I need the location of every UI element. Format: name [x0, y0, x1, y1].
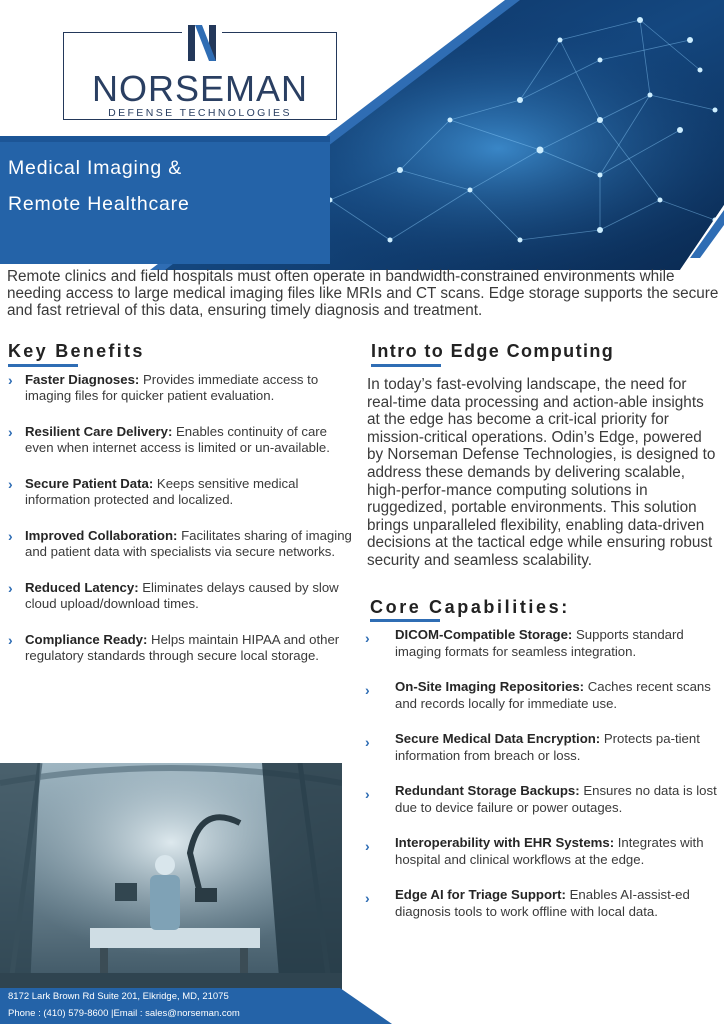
item-text: Ensures no data is lost due to device failure or power outages.	[395, 783, 717, 815]
chevron-right-icon: ›	[365, 734, 370, 750]
item-title: Secure Medical Data Encryption:	[395, 731, 601, 746]
chevron-right-icon: ›	[8, 372, 13, 388]
chevron-right-icon: ›	[365, 682, 370, 698]
chevron-right-icon: ›	[8, 632, 13, 648]
list-item	[8, 372, 354, 404]
key-benefits-underline	[8, 364, 78, 367]
n-logo-icon	[182, 21, 222, 65]
list-item	[8, 476, 354, 508]
list-item	[365, 835, 720, 868]
chevron-right-icon: ›	[365, 838, 370, 854]
chevron-right-icon: ›	[365, 630, 370, 646]
norseman-logo	[63, 32, 337, 120]
list-item	[8, 632, 354, 664]
item-title: Secure Patient Data:	[25, 476, 154, 491]
edge-heading: Intro to Edge Computing	[371, 341, 615, 361]
item-text: Integrates with hospital and clinical workflows at the edge.	[395, 835, 704, 867]
item-text: Protects pa-tient information from breach or loss.	[395, 731, 700, 763]
intro-paragraph: Remote clinics and field hospitals must often operate in bandwidth-constrained environments while needing access to large medical imaging files like MRIs and CT scans. Edge storage supports the secure and fast retrieval of this data, ensuring timely diagnosis and treatment.	[7, 268, 719, 319]
item-title: Interoperability with EHR Systems:	[395, 835, 615, 850]
brand-tagline: DEFENSE TECHNOLOGIES	[108, 107, 292, 119]
item-title: Improved Collaboration:	[25, 528, 178, 543]
page-title	[8, 150, 308, 222]
footer-address: 8172 Lark Brown Rd Suite 201, Elkridge, MD, 21075	[8, 991, 229, 1002]
item-text: Provides immediate access to imaging files for quicker patient evaluation.	[25, 372, 319, 403]
list-item	[365, 679, 720, 712]
list-item	[8, 580, 354, 612]
edge-paragraph: In today’s fast-evolving landscape, the need for real-time data processing and action-able insights at the edge has become a crit-ical priority for mission-critical operations. Odin’s Edge, powered by Norseman Defense Technologies, is designed to address these demands by delivering scalable, high-perfor-mance computing solutions in ruggedized, portable environments. This solution brings unparalleled flexibility, enabling data-driven decisions at the tactical edge while ensuring robust security and seamless scalability.	[367, 376, 716, 569]
title-line-1: Medical Imaging &	[8, 157, 183, 179]
edge-underline	[371, 364, 441, 367]
item-text: Keeps sensitive medical information protected and localized.	[25, 476, 299, 507]
chevron-right-icon: ›	[8, 528, 13, 544]
chevron-right-icon: ›	[365, 890, 370, 906]
list-item	[365, 783, 720, 816]
item-text: Helps maintain HIPAA and other regulatory standards through secure local storage.	[25, 632, 340, 663]
item-text: Caches recent scans and records locally for immediate use.	[395, 679, 711, 711]
item-title: Faster Diagnoses:	[25, 372, 140, 387]
core-capabilities-list	[365, 627, 720, 920]
item-title: Compliance Ready:	[25, 632, 148, 647]
key-benefits-list	[8, 372, 354, 664]
list-item	[8, 528, 354, 560]
chevron-right-icon: ›	[365, 786, 370, 802]
core-heading: Core Capabilities:	[370, 597, 570, 617]
item-text: Eliminates delays caused by slow cloud upload/download times.	[25, 580, 339, 611]
list-item	[8, 424, 354, 456]
item-text: Enables continuity of care even when internet access is limited or un-available.	[25, 424, 330, 455]
item-title: DICOM-Compatible Storage:	[395, 627, 573, 642]
item-title: Redundant Storage Backups:	[395, 783, 580, 798]
item-title: Resilient Care Delivery:	[25, 424, 173, 439]
item-text: Enables AI-assist-ed diagnosis tools to work offline with local data.	[395, 887, 690, 919]
item-text: Facilitates sharing of imaging and patient data with specialists via secure networks.	[25, 528, 352, 559]
title-line-2: Remote Healthcare	[8, 193, 190, 215]
core-underline	[370, 619, 440, 622]
key-benefits-heading: Key Benefits	[8, 341, 145, 361]
item-title: Edge AI for Triage Support:	[395, 887, 566, 902]
chevron-right-icon: ›	[8, 580, 13, 596]
footer-contact: Phone : (410) 579-8600 |Email : sales@norseman.com	[8, 1008, 240, 1019]
list-item	[365, 627, 720, 660]
list-item	[365, 731, 720, 764]
field-hospital-photo	[0, 763, 342, 990]
brand-name: NORSEMAN	[91, 68, 309, 109]
item-title: On-Site Imaging Repositories:	[395, 679, 585, 694]
list-item	[365, 887, 720, 920]
chevron-right-icon: ›	[8, 424, 13, 440]
item-title: Reduced Latency:	[25, 580, 139, 595]
item-text: Supports standard imaging formats for seamless integration.	[395, 627, 684, 659]
chevron-right-icon: ›	[8, 476, 13, 492]
